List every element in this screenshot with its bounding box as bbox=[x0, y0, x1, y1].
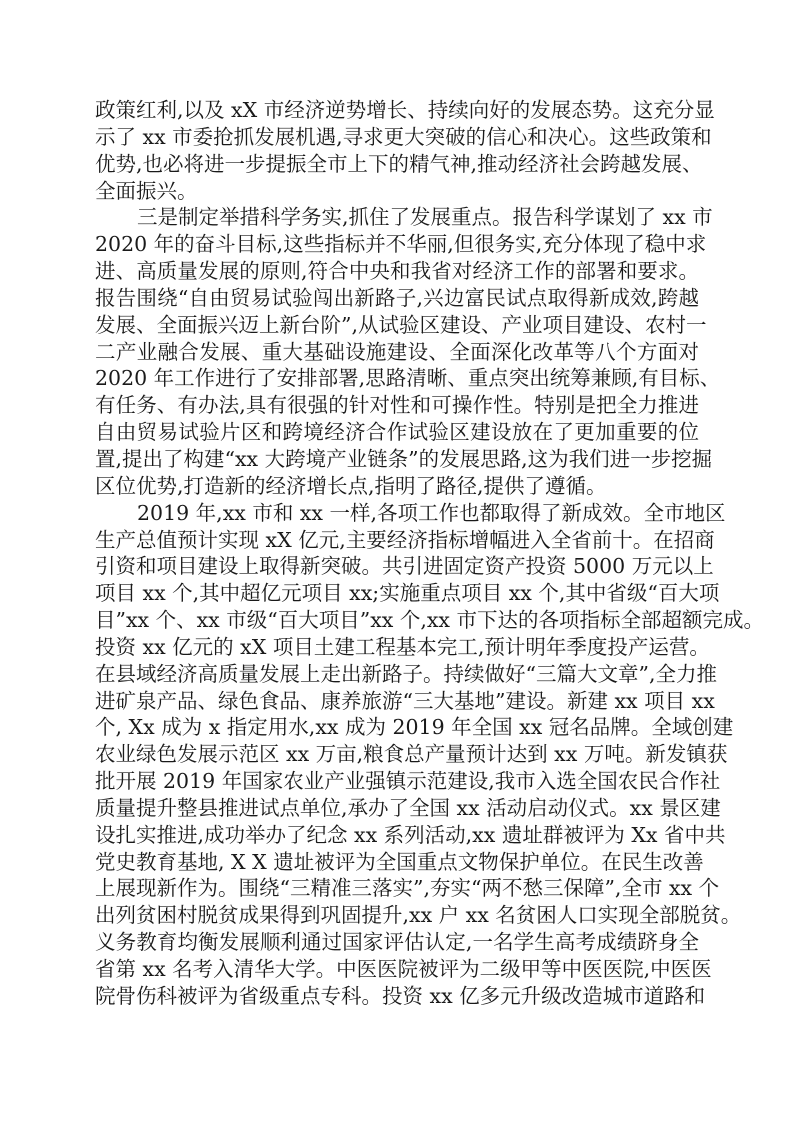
text-line: 优势,也必将进一步提振全市上下的精气神,推动经济社会跨越发展、 bbox=[95, 151, 703, 176]
text-line: 2020 年的奋斗目标,这些指标并不华丽,但很务实,充分体现了稳中求 bbox=[95, 232, 707, 257]
text-line: 政策红利,以及 xX 市经济逆势增长、持续向好的发展态势。这充分显 bbox=[95, 98, 715, 122]
text-line: 党史教育基地, X X 遗址被评为全国重点文物保护单位。在民生改善 bbox=[95, 849, 704, 874]
text-line: 省第 xx 名考入清华大学。中医医院被评为二级甲等中医医院,中医医 bbox=[95, 957, 712, 981]
text-line: 示了 xx 市委抢抓发展机遇,寻求更大突破的信心和决心。这些政策和 bbox=[95, 124, 712, 149]
text-line: 在县域经济高质量发展上走出新路子。持续做好“三篇大文章”,全力推 bbox=[95, 661, 717, 686]
text-line: 报告围绕“自由贸易试验闯出新路子,兴边富民试点取得新成效,跨越 bbox=[95, 285, 699, 310]
text-line: 院骨伤科被评为省级重点专科。投资 xx 亿多元升级改造城市道路和 bbox=[95, 983, 706, 1008]
text-line: 义务教育均衡发展顺利通过国家评估认定,一名学生高考成绩跻身全 bbox=[95, 930, 699, 955]
text-line: 进矿泉产品、绿色食品、康养旅游“三大基地”建设。新建 xx 项目 xx bbox=[95, 688, 715, 713]
text-line: 2020 年工作进行了安排部署,思路清晰、重点突出统筹兼顾,有目标、 bbox=[95, 366, 721, 391]
text-line: 项目 xx 个,其中超亿元项目 xx;实施重点项目 xx 个,其中省级“百大项 bbox=[95, 581, 720, 606]
text-line: 目”xx 个、xx 市级“百大项目”xx 个,xx 市下达的各项指标全部超额完成。 bbox=[95, 608, 765, 633]
text-line: 进、高质量发展的原则,符合中央和我省对经济工作的部署和要求。 bbox=[95, 259, 699, 284]
text-line: 质量提升整县推进试点单位,承办了全国 xx 活动启动仪式。xx 景区建 bbox=[95, 795, 721, 820]
text-line: 引资和项目建设上取得新突破。共引进固定资产投资 5000 万元以上 bbox=[95, 554, 714, 579]
text-line: 农业绿色发展示范区 xx 万亩,粮食总产量预计达到 xx 万吨。新发镇获 bbox=[95, 742, 728, 767]
text-line: 出列贫困村脱贫成果得到巩固提升,xx 户 xx 名贫困人口实现全部脱贫。 bbox=[95, 903, 742, 928]
text-line: 上展现新作为。围绕“三精准三落实”,夯实“两不愁三保障”,全市 xx 个 bbox=[95, 876, 720, 901]
text-line: 发展、全面振兴迈上新台阶”,从试验区建设、产业项目建设、农村一 bbox=[95, 312, 707, 337]
text-line: 个, Xx 成为 x 指定用水,xx 成为 2019 年全国 xx 冠名品牌。全域创建 bbox=[95, 715, 734, 740]
text-line: 区位优势,打造新的经济增长点,指明了路径,提供了遵循。 bbox=[95, 473, 607, 498]
body-text bbox=[95, 97, 765, 1010]
text-line: 自由贸易试验片区和跨境经济合作试验区建设放在了更加重要的位 bbox=[95, 420, 699, 445]
paragraph-2 bbox=[95, 204, 721, 499]
text-line: 二产业融合发展、重大基础设施建设、全面深化改革等八个方面对 bbox=[95, 339, 699, 364]
text-line: 置,提出了构建“xx 大跨境产业链条”的发展思路,这为我们进一步挖掘 bbox=[95, 446, 713, 471]
text-line: 2019 年,xx 市和 xx 一样,各项工作也都取得了新成效。全市地区 bbox=[137, 500, 726, 525]
text-line: 三是制定举措科学务实,抓住了发展重点。报告科学谋划了 xx 市 bbox=[137, 205, 713, 230]
text-line: 生产总值预计实现 xX 亿元,主要经济指标增幅进入全省前十。在招商 bbox=[95, 527, 715, 552]
text-line: 批开展 2019 年国家农业产业强镇示范建设,我市入选全国农民合作社 bbox=[95, 769, 721, 794]
text-line: 设扎实推进,成功举办了纪念 xx 系列活动,xx 遗址群被评为 Xx 省中共 bbox=[95, 822, 726, 847]
text-line: 有任务、有办法,具有很强的针对性和可操作性。特别是把全力推进 bbox=[95, 393, 699, 418]
paragraph-1 bbox=[95, 97, 715, 204]
paragraph-3 bbox=[95, 500, 765, 1010]
text-line: 全面振兴。 bbox=[95, 178, 198, 203]
text-line: 投资 xx 亿元的 xX 项目土建工程基本完工,预计明年季度投产运营。 bbox=[95, 634, 710, 659]
